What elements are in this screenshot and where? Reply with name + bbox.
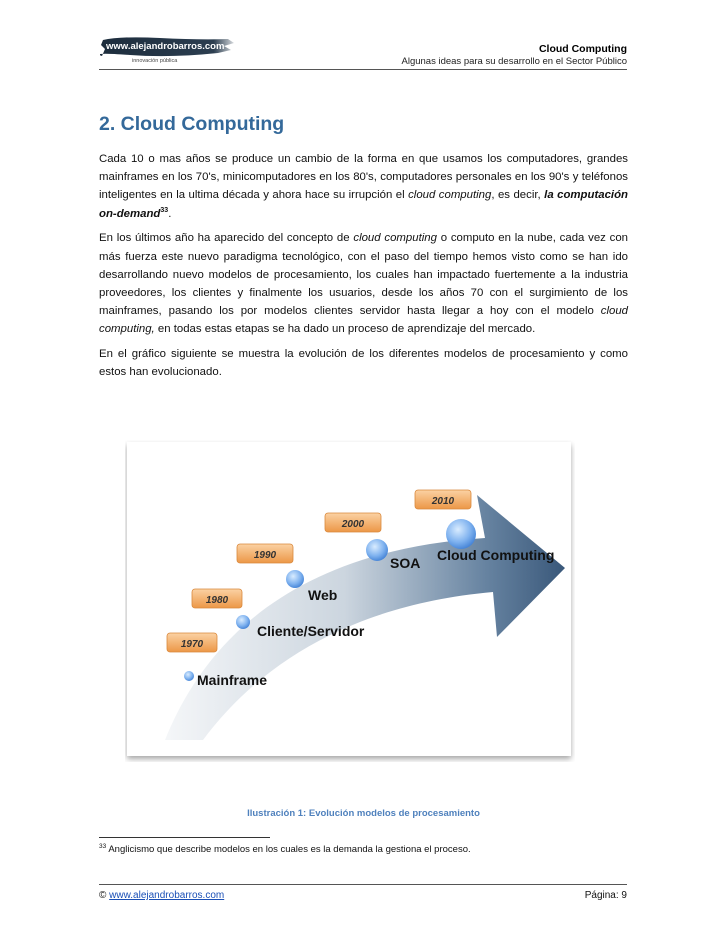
paragraph-3: En el gráfico siguiente se muestra la evolución de los diferentes modelos de procesamiento y como estos han evolucionado. (99, 348, 628, 379)
year-label-1990: 1990 (253, 550, 277, 561)
section-heading: 2. Cloud Computing (99, 113, 285, 135)
footer-website-link[interactable]: www.alejandrobarros.com (109, 890, 225, 901)
page-number: Página: 9 (584, 890, 627, 901)
header-title: Cloud Computing (538, 43, 627, 55)
footnote-text: Anglicismo que describe modelos en los cuales es la demanda la gestiona el proceso. (106, 844, 471, 855)
milestone-label-cloud-computing: Cloud Computing (437, 547, 555, 563)
body-text (99, 150, 628, 381)
footnote (99, 844, 471, 855)
milestone-label-web: Web (308, 587, 338, 603)
footnote-number: 33 (99, 842, 107, 850)
logo-text: www.alejandrobarros.com (106, 41, 225, 52)
year-label-1970: 1970 (180, 639, 204, 650)
bubble-1990 (286, 570, 304, 588)
bubble-1980 (236, 615, 250, 629)
paragraph-1: Cada 10 o mas años se produce un cambio de la forma en que usamos los computadores, grandes mainframes en los 70's, minicomputadores en los 80's, computadores personales en los 90's y teléfonos inteligentes en la ultima década y ahora hace su irrupción el cloud computing, es decir, la computación on-demand$^{33}$. (99, 153, 628, 220)
paragraph-2: En los últimos año ha aparecido del concepto de cloud computing o computo en la nube, cada vez con más fuerza este nuevo paradigma tecnológico, con el paso del tiempo hemos visto como se han ido desarrollando nuevo modelos de procesamiento, los cuales han impactado fuertemente a la industria proveedores, los clientes y finalmente los usuarios, desde los años 70 con el surgimiento de los mainframes, pasando los por modelos clientes servidor hasta llegar a hoy con el modelo cloud computing, en todas estas etapas se ha dado un proceso de aprendizaje del mercado. (99, 232, 629, 336)
bubble-1970 (184, 671, 194, 681)
logo-tagline: innovación pública (132, 58, 178, 64)
header-divider (99, 69, 627, 70)
year-label-1980: 1980 (205, 595, 229, 606)
year-label-2010: 2010 (431, 496, 455, 507)
milestone-label-soa: SOA (390, 555, 421, 571)
footnote-ref[interactable]: 33 (160, 206, 169, 214)
bubble-2000 (366, 539, 388, 561)
site-logo[interactable] (100, 34, 235, 68)
figure-caption: Ilustración 1: Evolución modelos de procesamiento (247, 808, 480, 819)
bubble-2010 (446, 519, 476, 549)
milestone-label-cliente-servidor: Cliente/Servidor (257, 623, 365, 639)
footer-divider (99, 884, 627, 885)
evolution-diagram (125, 440, 575, 762)
milestone-label-mainframe: Mainframe (197, 672, 268, 688)
footer-copyright: © www.alejandrobarros.com (99, 890, 225, 901)
footnote-divider (99, 837, 270, 838)
year-label-2000: 2000 (341, 519, 365, 530)
header-subtitle: Algunas ideas para su desarrollo en el Sector Público (401, 56, 627, 67)
